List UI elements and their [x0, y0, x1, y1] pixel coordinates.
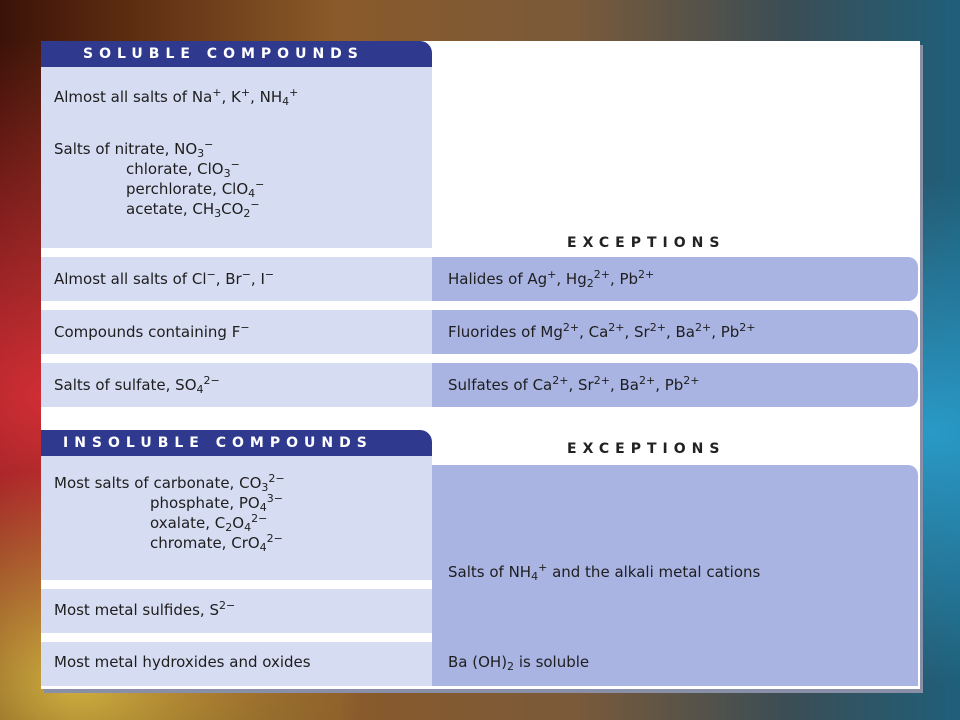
insoluble-exception-barium-text [448, 652, 589, 672]
text-line: Most metal sulfides, $S^{2-}$ [54, 599, 236, 619]
text-line: chromate, CrO$_4^{2-}$ [150, 532, 283, 554]
text-line: chlorate, ClO$_3$− [126, 158, 240, 180]
text-line: Most metal hydroxides and oxides [54, 653, 311, 671]
insoluble-compounds-header: INSOLUBLE COMPOUNDS [41, 430, 432, 456]
soluble-row-fluoride-text [54, 322, 250, 342]
soluble-row-sulfate-text [54, 375, 220, 395]
insoluble-exceptions-header: EXCEPTIONS [567, 441, 726, 457]
text-line: Halides of Ag+, $Hg_2^{2+}$, $Pb^{2+}$ [448, 268, 655, 290]
text-line: Ba $(OH)_2$ is soluble [448, 653, 590, 673]
text-line: Salts of sulfate, $SO_4^{2-}$ [54, 374, 220, 396]
insoluble-exception-ammonium-text [448, 562, 760, 582]
text-line: acetate, $CH_3CO_2^-$ [126, 198, 260, 220]
text-line: perchlorate, ClO$_4$− [126, 178, 265, 200]
text-line: Almost all salts of Cl−, Br−, I− [54, 268, 275, 288]
soluble-compounds-header: SOLUBLE COMPOUNDS [41, 41, 432, 67]
text-line: Fluorides of $Mg^{2+}$, $Ca^{2+}$, $Sr^{2+}$, $Ba^{2+}$, $Pb^{2+}$ [448, 321, 756, 341]
text-line: phosphate, $PO_4^{3-}$ [150, 492, 283, 514]
solubility-table [41, 41, 920, 689]
text-line: Salts of nitrate, $NO_3^-$ [54, 138, 214, 160]
text-line: Salts of $NH_4^+$ and the alkali metal cations [448, 561, 761, 583]
insoluble-row-sulfides-text [54, 600, 235, 620]
text-line: Almost all salts of Na+, K+, $NH_4^+$ [54, 86, 299, 108]
soluble-row-alkali-text [54, 87, 298, 107]
text-line: Compounds containing F− [54, 321, 250, 341]
soluble-row-anions-text [54, 139, 264, 219]
insoluble-row-hydroxides-text [54, 652, 311, 672]
soluble-exception-sulfate-text [448, 375, 700, 395]
text-line: Most salts of carbonate, $CO_3^{2-}$ [54, 472, 285, 494]
soluble-exception-fluoride-text [448, 322, 756, 342]
insoluble-row-anions-text [54, 473, 285, 553]
soluble-exception-halides-text [448, 269, 654, 289]
soluble-exceptions-header: EXCEPTIONS [567, 235, 726, 251]
soluble-row-halides-text [54, 269, 274, 289]
text-line: Sulfates of $Ca^{2+}$, $Sr^{2+}$, $Ba^{2+}$, $Pb^{2+}$ [448, 374, 700, 394]
text-line: oxalate, $C_2O_4^{2-}$ [150, 512, 268, 534]
